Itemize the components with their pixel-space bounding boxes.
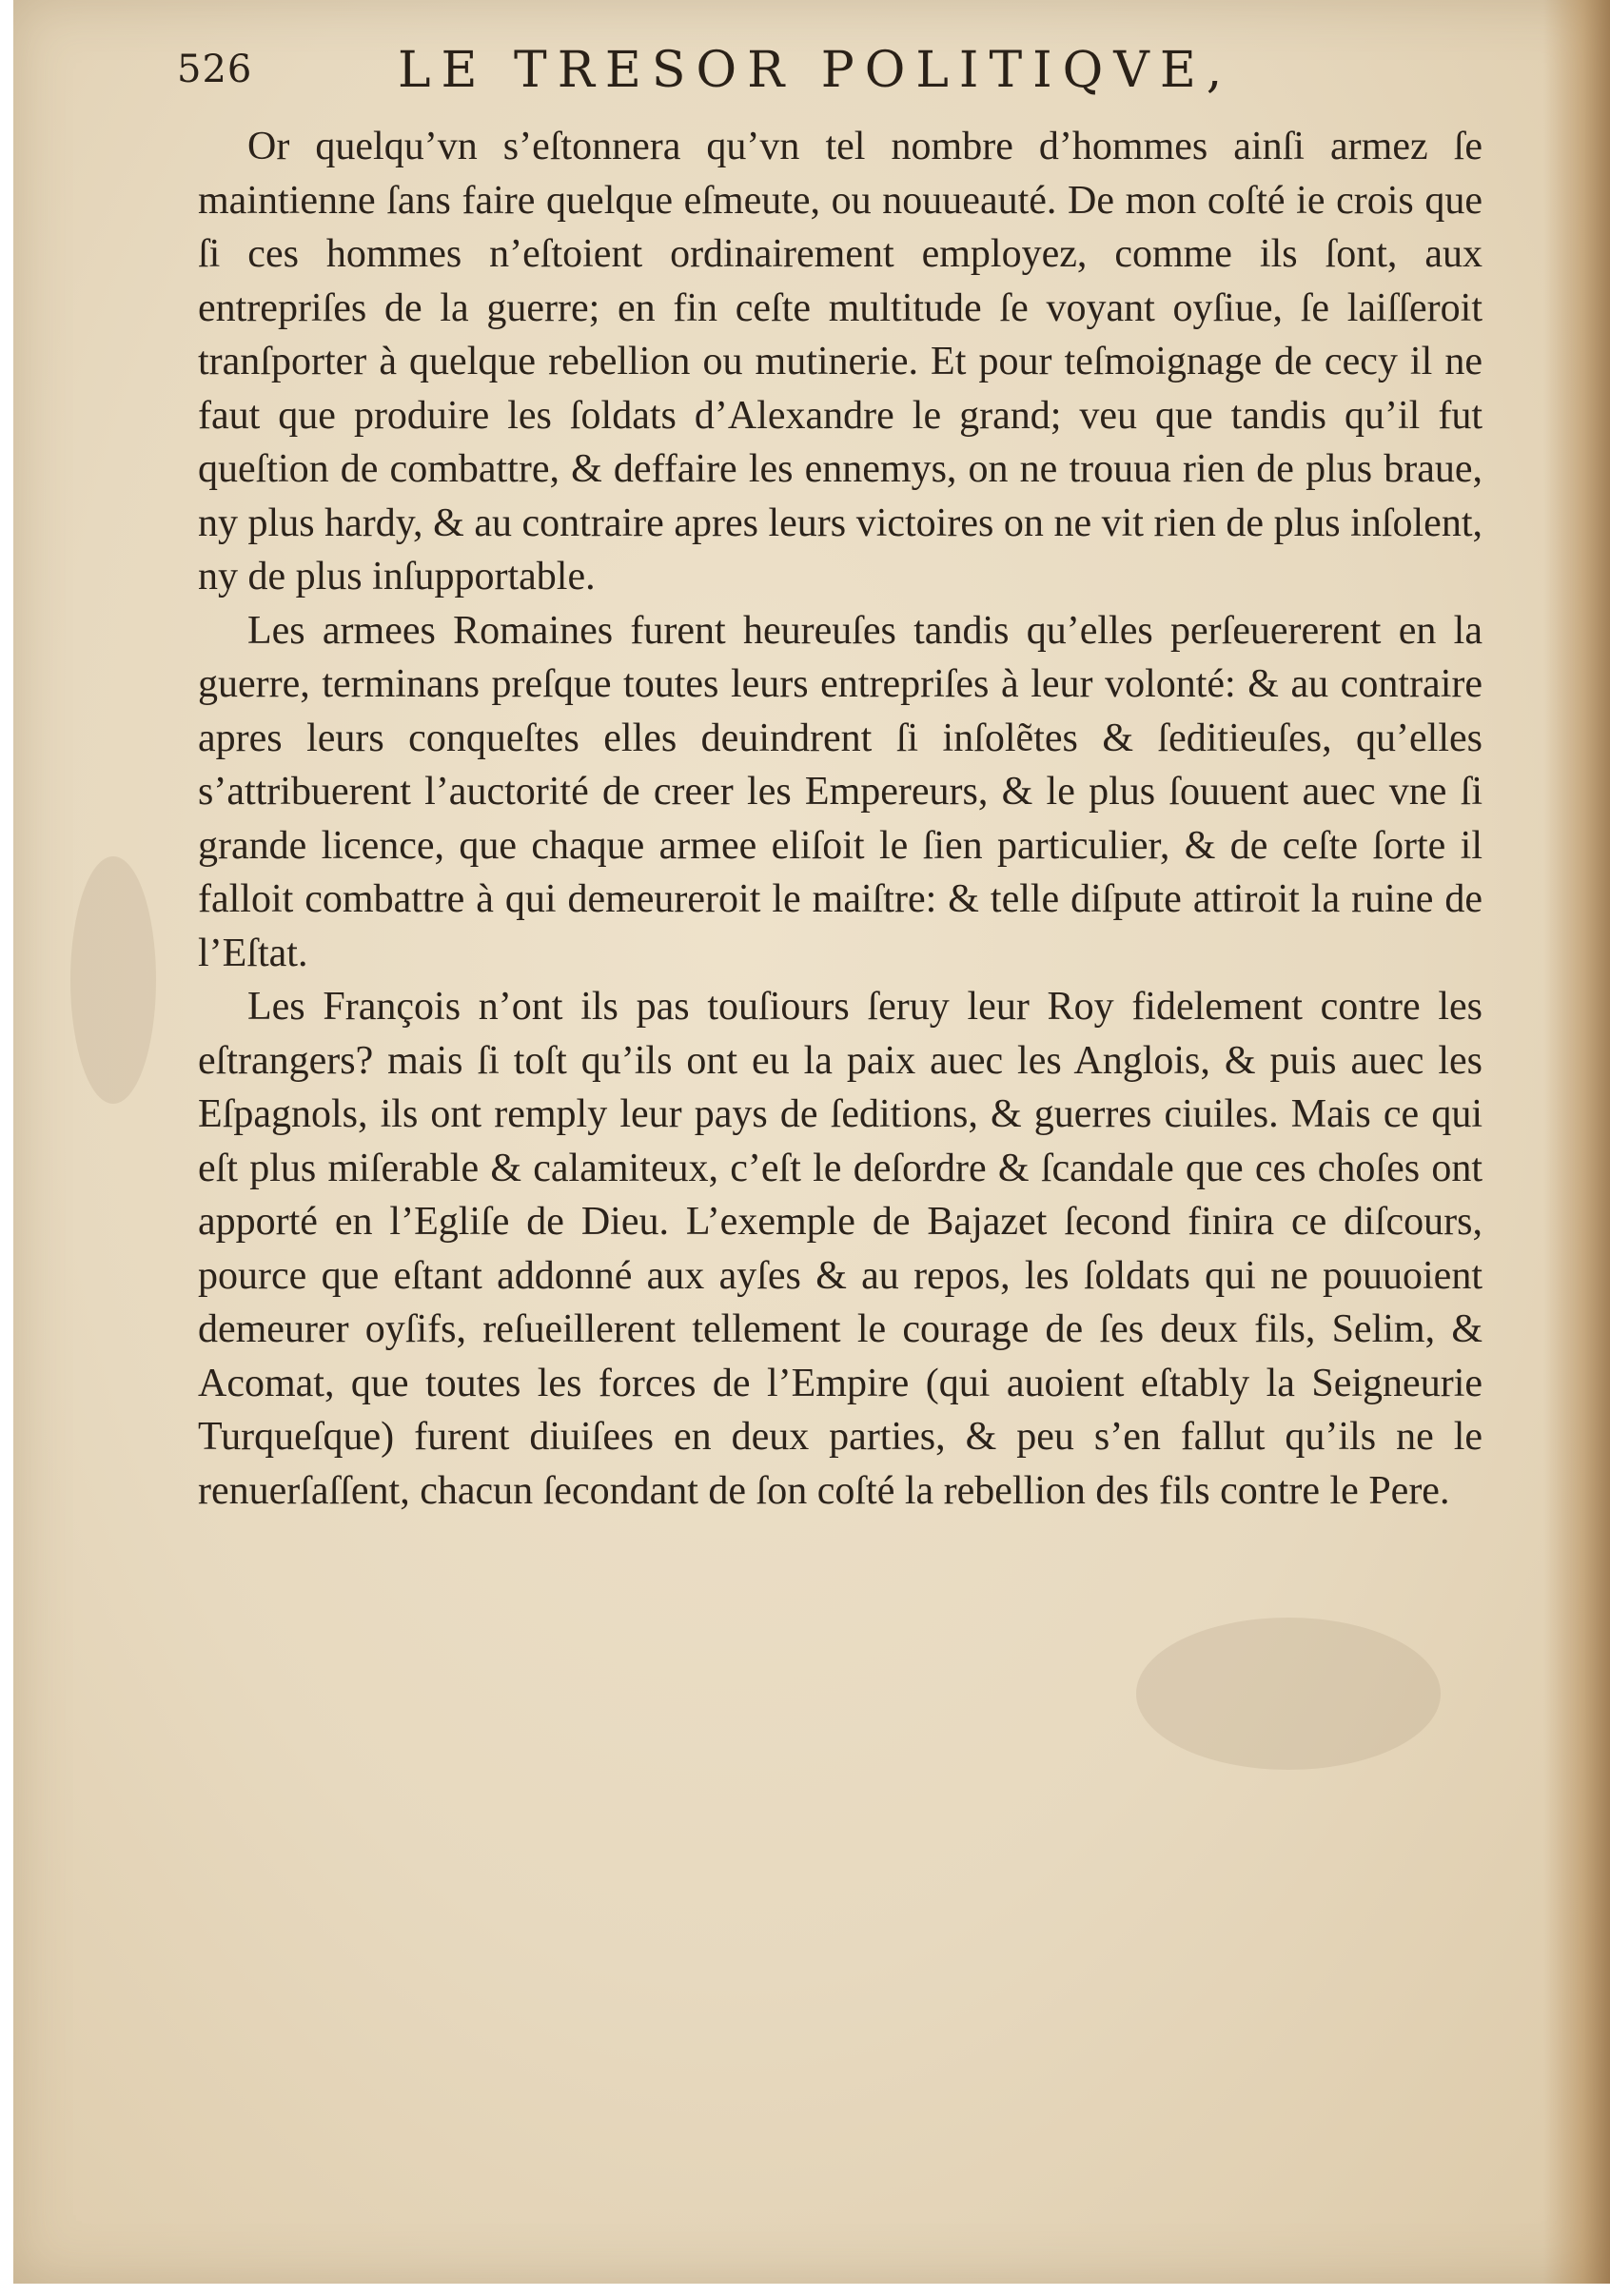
running-head: LE TRESOR POLITIQVE, <box>398 42 1233 99</box>
page-edge-shadow <box>1543 0 1610 2284</box>
page-number: 526 <box>177 48 253 91</box>
body-text <box>198 120 1482 1518</box>
paper-stain <box>1136 1618 1441 1770</box>
paragraph: Les François n’ont ils pas touſiours ſeruy leur Roy fidelement contre les eſtrangers? mais ſi toſt qu’ils ont eu la paix auec les Anglois, & puis auec les Eſpagnols, ils ont remply leur pays de ſeditions, & guerres ciuiles. Mais ce qui eſt plus miſerable & calamiteux, c’eſt le deſordre & ſcandale que ces choſes ont apporté en l’Egliſe de Dieu. L’exemple de Bajazet ſecond finira ce diſcours, pource que eſtant addonné aux ayſes & au repos, les ſoldats qui ne pouuoient demeurer oyſifs, reſueillerent tellement le courage de ſes deux fils, Selim, & Acomat, que toutes les forces de l’Empire (qui auoient eſtably la Seigneurie Turqueſque) furent diuiſees en deux parties, & peu s’en fallut qu’ils ne le renuerſaſſent, chacun ſecondant de ſon coſté la rebellion des fils contre le Pere. <box>198 985 1482 1513</box>
page-header <box>177 42 1490 108</box>
paragraph: Or quelqu’vn s’eſtonnera qu’vn tel nombre d’hommes ainſi armez ſe maintienne ſans faire quelque eſmeute, ou nouueauté. De mon coſté ie crois que ſi ces hommes n’eſtoient ordinairement employez, comme ils ſont, aux entrepriſes de la guerre; en fin ceſte multitude ſe voyant oyſiue, ſe laiſſeroit tranſporter à quelque rebellion ou mutinerie. Et pour teſmoignage de cecy il ne faut que produire les ſoldats d’Alexandre le grand; veu que tandis qu’il fut queſtion de combattre, & deffaire les ennemys, on ne trouua rien de plus braue, ny plus hardy, & au contraire apres leurs victoires on ne vit rien de plus inſolent, ny de plus inſupportable. <box>198 125 1482 599</box>
paragraph: Les armees Romaines furent heureuſes tandis qu’elles perſeuererent en la guerre, terminans preſque toutes leurs entrepriſes à leur volonté: & au contraire apres leurs conqueſtes elles deuindrent ſi inſolẽtes & ſeditieuſes, qu’elles s’attribuerent l’auctorité de creer les Empereurs, & le plus ſouuent auec vne ſi grande licence, que chaque armee eliſoit le ſien particulier, & de ceſte ſorte il falloit combattre à qui demeureroit le maiſtre: & telle diſpute attiroit la ruine de l’Eſtat. <box>198 608 1482 975</box>
paper-stain <box>70 856 156 1104</box>
